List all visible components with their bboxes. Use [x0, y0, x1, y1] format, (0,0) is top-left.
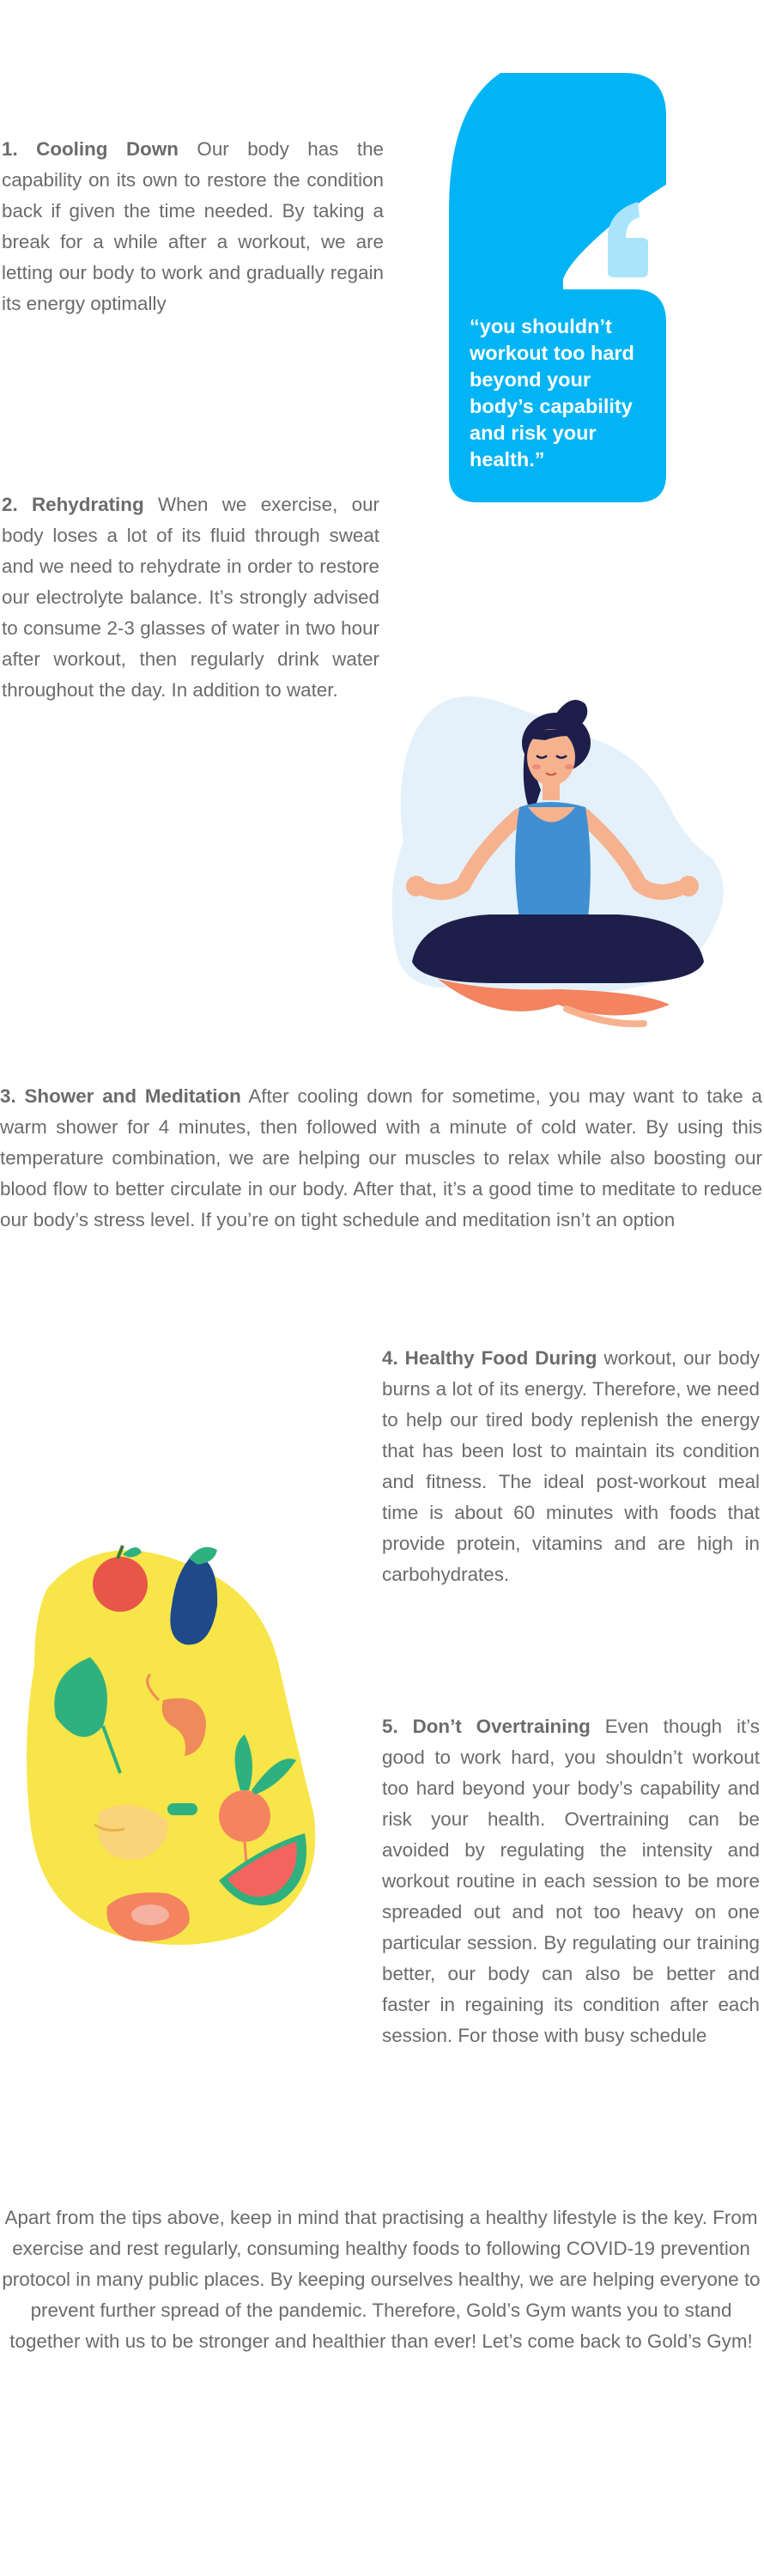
- tip-title: 1. Cooling Down: [2, 138, 179, 160]
- tip-title: 5. Don’t Overtraining: [382, 1716, 591, 1737]
- tip-shower-meditation: [0, 1081, 762, 1236]
- tip-rehydrating: [2, 489, 379, 706]
- closing-paragraph: Apart from the tips above, keep in mind that practising a healthy lifestyle is the key. From exercise and rest regularly, consuming healthy foods to following COVID-19 prevention protocol in many public places. By keeping ourselves healthy, we are helping everyone to prevent further spread of the pandemic. Therefore, Gold’s Gym wants you to stand together with us to be stronger and healthier than ever! Let’s come back to Gold’s Gym!: [2, 2207, 761, 2352]
- tip-text: Our body has the capability on its own to restore the condition back if given the time needed. By taking a break for a while after a workout, we are letting our body to work and gradually regain its energy optimally: [2, 138, 384, 314]
- quote-card: [449, 73, 666, 502]
- tip-title: 2. Rehydrating: [2, 494, 144, 515]
- tip-text: Even though it’s good to work hard, you shouldn’t workout too hard beyond your body’s capability and risk your health. Overtraining can be avoided by regulating the intensity and workout routine in each session to be more spreaded out and not too heavy on one particular session. By regulating our training better, our body can also be better and faster in regaining its condition after each session. For those with busy schedule: [382, 1716, 760, 2046]
- healthy-food-illustration: [21, 1537, 326, 1958]
- tip-text: When we exercise, our body loses a lot of its fluid through sweat and we need to rehydrate in order to restore our electrolyte balance. It’s strongly advised to consume 2-3 glasses of water in two hour after workout, then regularly drink water throughout the day. In addition to water.: [2, 494, 379, 701]
- tip-title: 4. Healthy Food During: [382, 1347, 597, 1369]
- tip-title: 3. Shower and Meditation: [0, 1085, 241, 1107]
- tip-text: workout, our body burns a lot of its energy. Therefore, we need to help our tired body replenish the energy that has been lost to maintain its condition and fitness. The ideal post-workout meal time is about 60 minutes with foods that provide protein, vitamins and are high in carbohydrates.: [382, 1347, 760, 1585]
- tip-dont-overtraining: [382, 1711, 760, 2051]
- tip-healthy-food: [382, 1343, 760, 1590]
- tip-text: After cooling down for sometime, you may want to take a warm shower for 4 minutes, then followed with a minute of cold water. By using this temperature combination, we are helping our muscles to relax while also boosting our blood flow to better circulate in our body. After that, it’s a good time to meditate to reduce our body’s stress level. If you’re on tight schedule and meditation isn’t an option: [0, 1085, 762, 1230]
- tip-cooling-down: [2, 134, 384, 319]
- yoga-meditation-illustration: [361, 687, 755, 1048]
- quote-text: “you shouldn’t workout too hard beyond your body’s capability and risk your health.”: [470, 315, 634, 471]
